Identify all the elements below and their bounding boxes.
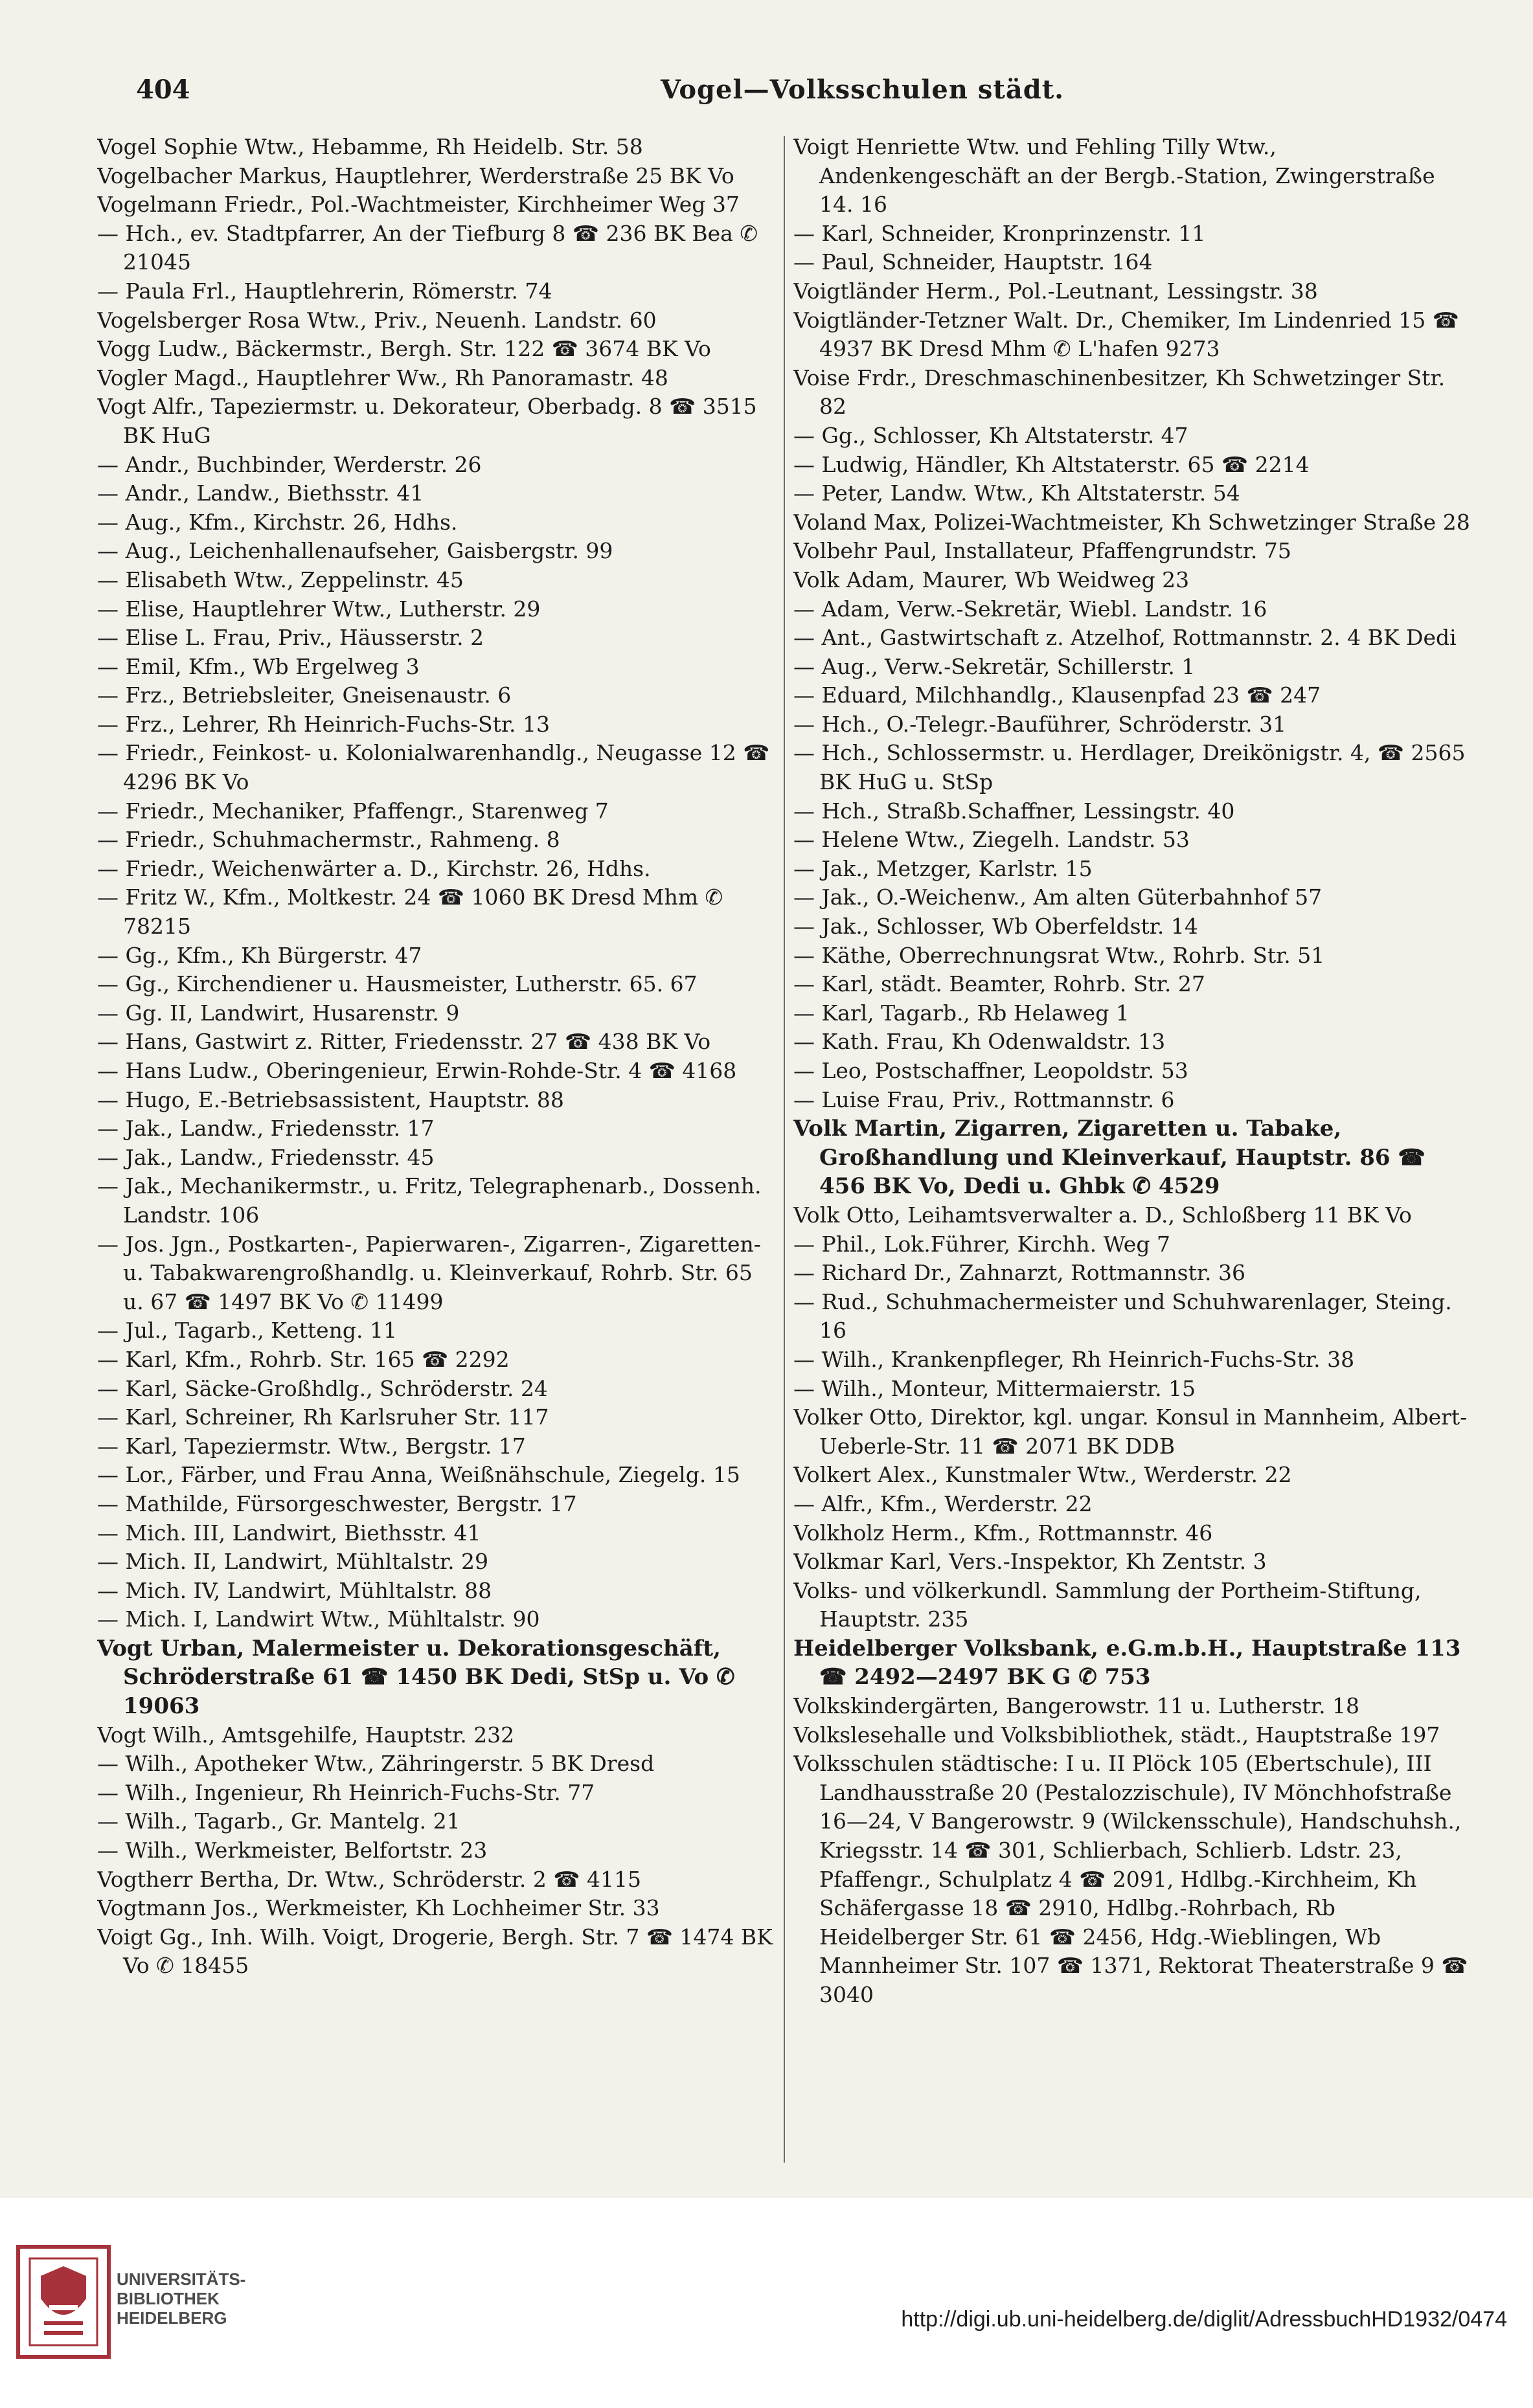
directory-entry: — Paula Frl., Hauptlehrerin, Römerstr. 74 bbox=[97, 278, 552, 304]
directory-entry: — Elise, Hauptlehrer Wtw., Lutherstr. 29 bbox=[97, 596, 541, 622]
directory-entry: — Hch., Schlossermstr. u. Herdlager, Dreikönigstr. 4, ☎ 2565 BK HuG u. StSp bbox=[793, 740, 1466, 795]
directory-entry: — Karl, städt. Beamter, Rohrb. Str. 27 bbox=[793, 971, 1205, 997]
directory-entry: — Mich. IV, Landwirt, Mühltalstr. 88 bbox=[97, 1577, 492, 1603]
directory-entry: Vogg Ludw., Bäckermstr., Bergh. Str. 122 ☎ 3674 BK Vo bbox=[97, 336, 711, 362]
directory-entry: — Hans Ludw., Oberingenieur, Erwin-Rohde-Str. 4 ☎ 4168 bbox=[97, 1058, 737, 1083]
directory-entry: — Andr., Buchbinder, Werderstr. 26 bbox=[97, 451, 482, 477]
directory-entry: — Wilh., Tagarb., Gr. Mantelg. 21 bbox=[97, 1808, 460, 1834]
directory-entry: — Andr., Landw., Biethsstr. 41 bbox=[97, 480, 424, 506]
directory-entry: Volk Adam, Maurer, Wb Weidweg 23 bbox=[793, 567, 1190, 592]
directory-entry: — Wilh., Monteur, Mittermaierstr. 15 bbox=[793, 1375, 1196, 1401]
directory-entry: — Elise L. Frau, Priv., Häusserstr. 2 bbox=[97, 625, 484, 651]
page-title: Vogel—Volksschulen städt. bbox=[661, 74, 1065, 105]
directory-entry: — Kath. Frau, Kh Odenwaldstr. 13 bbox=[793, 1029, 1166, 1055]
directory-entry: — Friedr., Schuhmachermstr., Rahmeng. 8 bbox=[97, 827, 560, 853]
directory-entry: — Wilh., Ingenieur, Rh Heinrich-Fuchs-Str. 77 bbox=[97, 1779, 595, 1805]
left-column bbox=[97, 133, 777, 2159]
directory-entry: — Emil, Kfm., Wb Ergelweg 3 bbox=[97, 653, 420, 679]
directory-entry: Volk Otto, Leihamtsverwalter a. D., Schloßberg 11 BK Vo bbox=[793, 1202, 1412, 1228]
directory-entry: — Mich. II, Landwirt, Mühltalstr. 29 bbox=[97, 1549, 489, 1575]
footer-bar bbox=[0, 2198, 1533, 2408]
directory-entry: — Käthe, Oberrechnungsrat Wtw., Rohrb. Str. 51 bbox=[793, 942, 1325, 968]
directory-entry: — Hugo, E.-Betriebsassistent, Hauptstr. 88 bbox=[97, 1086, 564, 1112]
directory-entry: — Wilh., Werkmeister, Belfortstr. 23 bbox=[97, 1838, 488, 1863]
page-number: 404 bbox=[136, 74, 190, 105]
directory-entry: Voigt Henriette Wtw. und Fehling Tilly Wtw., Andenkengeschäft an der Bergb.-Station, Zwingerstraße 14. 16 bbox=[793, 134, 1435, 218]
directory-entry: — Paul, Schneider, Hauptstr. 164 bbox=[793, 249, 1153, 275]
directory-entry: — Mich. I, Landwirt Wtw., Mühltalstr. 90 bbox=[97, 1606, 540, 1632]
directory-entry: — Gg., Kirchendiener u. Hausmeister, Lutherstr. 65. 67 bbox=[97, 971, 698, 997]
directory-entry: — Leo, Postschaffner, Leopoldstr. 53 bbox=[793, 1058, 1188, 1083]
directory-entry: Voigtländer Herm., Pol.-Leutnant, Lessingstr. 38 bbox=[793, 278, 1318, 304]
library-name: UNIVERSITÄTS- BIBLIOTHEK HEIDELBERG bbox=[117, 2269, 246, 2328]
directory-entry: — Mathilde, Fürsorgeschwester, Bergstr. 17 bbox=[97, 1491, 577, 1516]
page-header bbox=[130, 62, 1341, 113]
column-divider bbox=[784, 136, 785, 2163]
directory-entry: Vogelsberger Rosa Wtw., Priv., Neuenh. Landstr. 60 bbox=[97, 307, 657, 333]
directory-entry: Vogtmann Jos., Werkmeister, Kh Lochheimer Str. 33 bbox=[97, 1895, 660, 1921]
directory-entry: — Ant., Gastwirtschaft z. Atzelhof, Rottmannstr. 2. 4 BK Dedi bbox=[793, 625, 1457, 651]
directory-entry: — Jak., O.-Weichenw., Am alten Güterbahnhof 57 bbox=[793, 884, 1323, 910]
directory-entry: — Jos. Jgn., Postkarten-, Papierwaren-, Zigarren-, Zigaretten- u. Tabakwarengroßhandlg. u. Kleinverkauf, Rohrb. Str. 65 u. 67 ☎ 1497 BK Vo ✆ 11499 bbox=[97, 1231, 761, 1314]
directory-entry: — Helene Wtw., Ziegelh. Landstr. 53 bbox=[793, 827, 1190, 853]
directory-entry: — Luise Frau, Priv., Rottmannstr. 6 bbox=[793, 1086, 1175, 1112]
directory-entry: Voigtländer-Tetzner Walt. Dr., Chemiker, Im Lindenried 15 ☎ 4937 BK Dresd Mhm ✆ L'hafen 9273 bbox=[793, 307, 1459, 362]
directory-entry: — Aug., Kfm., Kirchstr. 26, Hdhs. bbox=[97, 509, 458, 535]
directory-entry: — Jak., Landw., Friedensstr. 17 bbox=[97, 1116, 435, 1142]
directory-entry: Vogelmann Friedr., Pol.-Wachtmeister, Kirchheimer Weg 37 bbox=[97, 192, 740, 218]
directory-entry: — Aug., Leichenhallenaufseher, Gaisbergstr. 99 bbox=[97, 538, 613, 564]
directory-entry: — Hans, Gastwirt z. Ritter, Friedensstr. 27 ☎ 438 BK Vo bbox=[97, 1029, 711, 1055]
directory-entry: Volbehr Paul, Installateur, Pfaffengrundstr. 75 bbox=[793, 538, 1291, 564]
directory-entry: — Elisabeth Wtw., Zeppelinstr. 45 bbox=[97, 567, 464, 592]
directory-entry: — Karl, Säcke-Großhdlg., Schröderstr. 24 bbox=[97, 1375, 548, 1401]
directory-entry: — Adam, Verw.-Sekretär, Wiebl. Landstr. 16 bbox=[793, 596, 1267, 622]
directory-entry: Volksschulen städtische: I u. II Plöck 105 (Ebertschule), III Landhausstraße 20 (Pestalozzischule), IV Mönchhofstraße 16—24, V Bangerowstr. 9 (Wilckensschule), Handschuhsh., Kriegsstr. 14 ☎ 301, Schlierbach, Schlierb. Ldstr. 23, Pfaffengr., Schulplatz 4 ☎ 2091, Hdlbg.-Kirchheim, Kh Schäfergasse 18 ☎ 2910, Hdlbg.-Rohrbach, Rb Heidelberger Str. 61 ☎ 2456, Hdg.-Wieblingen, Wb Mannheimer Str. 107 ☎ 1371, Rektorat Theaterstraße 9 ☎ 3040 bbox=[793, 1751, 1468, 2007]
directory-entry: Heidelberger Volksbank, e.G.m.b.H., Hauptstraße 113 ☎ 2492—2497 BK G ✆ 753 bbox=[793, 1635, 1461, 1691]
directory-entry: Vogt Wilh., Amtsgehilfe, Hauptstr. 232 bbox=[97, 1722, 515, 1748]
directory-entry: Volkskindergärten, Bangerowstr. 11 u. Lutherstr. 18 bbox=[793, 1693, 1360, 1719]
directory-entry: Volkmar Karl, Vers.-Inspektor, Kh Zentstr. 3 bbox=[793, 1549, 1267, 1575]
directory-entry: — Jak., Schlosser, Wb Oberfeldstr. 14 bbox=[793, 914, 1198, 940]
directory-entry: Vogtherr Bertha, Dr. Wtw., Schröderstr. 2 ☎ 4115 bbox=[97, 1866, 641, 1892]
directory-entry: — Friedr., Feinkost- u. Kolonialwarenhandlg., Neugasse 12 ☎ 4296 BK Vo bbox=[97, 740, 770, 795]
directory-entry: Volkert Alex., Kunstmaler Wtw., Werderstr. 22 bbox=[793, 1462, 1292, 1488]
directory-entry: — Gg., Schlosser, Kh Altstaterstr. 47 bbox=[793, 422, 1188, 448]
directory-entry: Volkholz Herm., Kfm., Rottmannstr. 46 bbox=[793, 1520, 1213, 1546]
directory-entry: — Karl, Kfm., Rohrb. Str. 165 ☎ 2292 bbox=[97, 1346, 510, 1372]
directory-entry: — Friedr., Mechaniker, Pfaffengr., Starenweg 7 bbox=[97, 798, 609, 824]
directory-entry: — Gg. II, Landwirt, Husarenstr. 9 bbox=[97, 1000, 460, 1026]
directory-entry: — Rud., Schuhmachermeister und Schuhwarenlager, Steing. 16 bbox=[793, 1288, 1452, 1344]
directory-entry: — Phil., Lok.Führer, Kirchh. Weg 7 bbox=[793, 1231, 1170, 1257]
directory-entry: — Frz., Lehrer, Rh Heinrich-Fuchs-Str. 13 bbox=[97, 711, 551, 737]
directory-entry: Volker Otto, Direktor, kgl. ungar. Konsul in Mannheim, Albert-Ueberle-Str. 11 ☎ 2071 BK DDB bbox=[793, 1404, 1468, 1459]
source-url[interactable]: http://digi.ub.uni-heidelberg.de/diglit/AdressbuchHD1932/0474 bbox=[901, 2307, 1507, 2332]
directory-entry: — Hch., O.-Telegr.-Bauführer, Schröderstr. 31 bbox=[793, 711, 1287, 737]
directory-entry: — Gg., Kfm., Kh Bürgerstr. 47 bbox=[97, 942, 422, 968]
directory-entry: — Jul., Tagarb., Ketteng. 11 bbox=[97, 1318, 397, 1344]
directory-entry: — Eduard, Milchhandlg., Klausenpfad 23 ☎ 247 bbox=[793, 682, 1321, 708]
directory-entry: Vogelbacher Markus, Hauptlehrer, Werderstraße 25 BK Vo bbox=[97, 163, 734, 188]
directory-entry: — Wilh., Krankenpfleger, Rh Heinrich-Fuchs-Str. 38 bbox=[793, 1346, 1355, 1372]
directory-entry: — Lor., Färber, und Frau Anna, Weißnähschule, Ziegelg. 15 bbox=[97, 1462, 740, 1488]
directory-entry: Vogler Magd., Hauptlehrer Ww., Rh Panoramastr. 48 bbox=[97, 365, 668, 390]
directory-entry: Vogel Sophie Wtw., Hebamme, Rh Heidelb. Str. 58 bbox=[97, 134, 643, 159]
directory-entry: — Jak., Metzger, Karlstr. 15 bbox=[793, 855, 1093, 881]
directory-entry: — Mich. III, Landwirt, Biethsstr. 41 bbox=[97, 1520, 481, 1546]
directory-entry: — Alfr., Kfm., Werderstr. 22 bbox=[793, 1491, 1093, 1516]
directory-entry: — Karl, Tagarb., Rb Helaweg 1 bbox=[793, 1000, 1130, 1026]
directory-entry: — Fritz W., Kfm., Moltkestr. 24 ☎ 1060 BK Dresd Mhm ✆ 78215 bbox=[97, 884, 723, 940]
directory-entry: Volk Martin, Zigarren, Zigaretten u. Tabake, Großhandlung und Kleinverkauf, Hauptstr. 86 ☎ 456 BK Vo, Dedi u. Ghbk ✆ 4529 bbox=[793, 1116, 1425, 1200]
directory-entry: — Hch., Straßb.Schaffner, Lessingstr. 40 bbox=[793, 798, 1235, 824]
directory-entry: Vogt Urban, Malermeister u. Dekorationsgeschäft, Schröderstraße 61 ☎ 1450 BK Dedi, StSp u. Vo ✆ 19063 bbox=[97, 1635, 735, 1720]
directory-entry: Voise Frdr., Dreschmaschinenbesitzer, Kh Schwetzinger Str. 82 bbox=[793, 365, 1446, 420]
directory-entry: — Aug., Verw.-Sekretär, Schillerstr. 1 bbox=[793, 653, 1196, 679]
directory-entry: — Hch., ev. Stadtpfarrer, An der Tiefburg 8 ☎ 236 BK Bea ✆ 21045 bbox=[97, 220, 758, 275]
directory-entry: — Karl, Schreiner, Rh Karlsruher Str. 117 bbox=[97, 1404, 549, 1430]
directory-entry: — Wilh., Apotheker Wtw., Zähringerstr. 5 BK Dresd bbox=[97, 1751, 655, 1777]
directory-entry: — Richard Dr., Zahnarzt, Rottmannstr. 36 bbox=[793, 1260, 1245, 1286]
directory-entry: Voland Max, Polizei-Wachtmeister, Kh Schwetzinger Straße 28 bbox=[793, 509, 1470, 535]
directory-entry: Volkslesehalle und Volksbibliothek, städt., Hauptstraße 197 bbox=[793, 1722, 1440, 1748]
directory-entry: — Ludwig, Händler, Kh Altstaterstr. 65 ☎ 2214 bbox=[793, 451, 1310, 477]
directory-entry: — Peter, Landw. Wtw., Kh Altstaterstr. 54 bbox=[793, 480, 1240, 506]
directory-entry: — Karl, Schneider, Kronprinzenstr. 11 bbox=[793, 220, 1206, 246]
directory-entry: Volks- und völkerkundl. Sammlung der Portheim-Stiftung, Hauptstr. 235 bbox=[793, 1577, 1422, 1632]
directory-entry: Vogt Alfr., Tapeziermstr. u. Dekorateur, Oberbadg. 8 ☎ 3515 BK HuG bbox=[97, 394, 757, 448]
library-seal-icon bbox=[12, 2240, 115, 2363]
right-column bbox=[793, 133, 1473, 2159]
directory-entry: — Jak., Landw., Friedensstr. 45 bbox=[97, 1144, 435, 1170]
directory-entry: Voigt Gg., Inh. Wilh. Voigt, Drogerie, Bergh. Str. 7 ☎ 1474 BK Vo ✆ 18455 bbox=[97, 1924, 773, 1979]
directory-entry: — Karl, Tapeziermstr. Wtw., Bergstr. 17 bbox=[97, 1433, 526, 1459]
directory-entry: — Frz., Betriebsleiter, Gneisenaustr. 6 bbox=[97, 682, 512, 708]
directory-entry: — Friedr., Weichenwärter a. D., Kirchstr. 26, Hdhs. bbox=[97, 855, 651, 881]
directory-entry: — Jak., Mechanikermstr., u. Fritz, Telegraphenarb., Dossenh. Landstr. 106 bbox=[97, 1173, 762, 1228]
